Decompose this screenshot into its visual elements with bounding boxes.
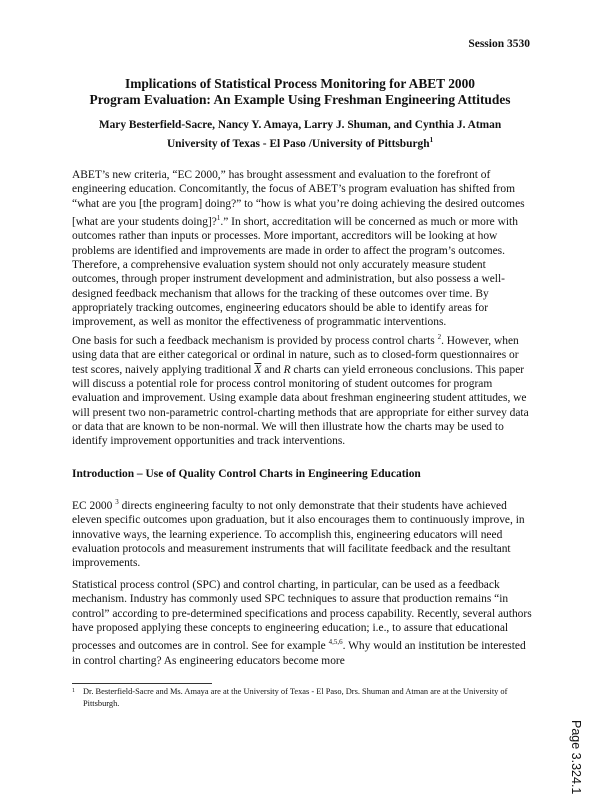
paragraph-2-text-b: . However, when using data that are either categorical or ordinal in nature, such as to closed-form questionnaires or test scores, naively applying traditional [72,334,519,376]
title-line-2: Program Evaluation: An Example Using Freshman Engineering Attitudes [89,92,511,107]
section-heading: Introduction – Use of Quality Control Charts in Engineering Education [72,468,421,480]
paragraph-3 [72,495,532,571]
paragraph-1-text-a: ABET’s new criteria, “EC 2000,” has brought assessment and evaluation to the forefront of engineering education. Concomitantly, the focus of ABET’s program evaluation has shifted from “what are you [the program] doing?” to “how is what you’re doing achieving the desired outcomes [what are your students doing]? [72,169,525,228]
paragraph-2-and: and [264,363,281,376]
paragraph-4-text-b: . Why would an institution be interested in control charting? As engineering educators become more [72,640,526,667]
r-symbol: R [283,363,291,376]
paragraph-4-text-a: Statistical process control (SPC) and control charting, in particular, can be used as a feedback mechanism. Industry has commonly used SPC techniques to assure that production remains “in control” according to pre-determined specifications and process capability. Recently, several authors have proposed applying these concepts to engineering education; i.e., to assure that educational processes and outcomes are in control. See for example [72,579,532,653]
footnote [72,686,532,709]
author-affiliation [0,133,600,151]
author-names: Mary Besterfield-Sacre, Nancy Y. Amaya, Larry J. Shuman, and Cynthia J. Atman [98,119,502,131]
paragraph-3-text-a: EC 2000 [72,499,113,512]
affiliation-text: University of Texas - El Paso /University of Pittsburgh [166,137,430,150]
x-bar-symbol: $\overline{X}$ [254,363,262,376]
paper-title [0,76,600,108]
citation-3: 3 [115,498,119,506]
session-label: Session 3530 [468,38,530,50]
citation-4-5-6: 4,5,6 [328,638,343,647]
paragraph-2 [72,330,532,449]
page-number: Page 3.324.1 [569,720,583,794]
paragraph-1-text-b: .” In short, accreditation will be concerned as much or more with outcomes rather than inputs or processes. More important, accreditors will be looking at how problems are identified and improvements are made in order to affect the program’s outcomes. Therefore, a comprehensive evaluation system should not only accurately measure student outcomes, through proper instrument development and administration, but also possess a well-designed feedback mechanism that allows for the tracking of these outcomes over time. By appropriately tracking outcomes, engineering educators should be able to identify areas for improvement, as well as monitor the effectiveness of programmatic interventions. [72,215,518,329]
paragraph-2-text-c: charts can yield erroneous conclusions. This paper will discuss a potential role for process control monitoring of student outcomes for program evaluation and improvement. Using example data about freshman engineering student attitudes, we will present two non-parametric control-charting methods that are appropriate for either survey data or data that are known to be non-normal. We will then illustrate how the charts may be used to identify improvement opportunities and track interventions. [72,363,529,448]
citation-2: 2 [437,333,442,341]
paragraph-2-text-a: One basis for such a feedback mechanism is provided by process control charts [72,334,435,347]
footnote-rule [72,683,212,684]
footnote-mark: 1 [72,688,75,694]
affiliation-footnote-ref: 1 [429,135,434,144]
author-block [0,118,600,151]
paragraph-3-text-b: directs engineering faculty to not only demonstrate that their students have achieved eleven specific outcomes upon graduation, but it also encourages them to continuously improve, in innovative ways, the learning experience. To accomplish this, engineering educators will need evaluation protocols and measurement instruments that will facilitate feedback and the resultant improvements. [72,499,525,570]
paragraph-4 [72,578,532,668]
citation-1: 1 [216,214,221,223]
paragraph-1 [72,168,532,330]
footnote-text: Dr. Besterfield-Sacre and Ms. Amaya are at the University of Texas - El Paso, Drs. Shuman and Atman are at the University of Pittsburgh. [83,687,508,708]
title-line-1: Implications of Statistical Process Monitoring for ABET 2000 [124,76,475,91]
